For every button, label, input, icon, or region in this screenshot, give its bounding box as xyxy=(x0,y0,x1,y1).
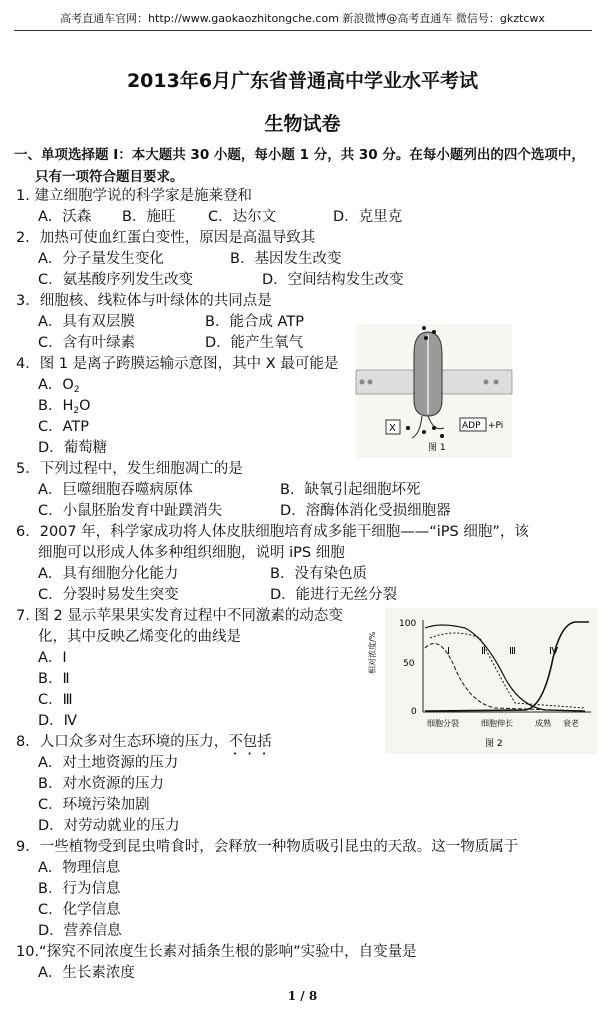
q3-option-c: C．含有叶绿素 xyxy=(38,335,136,351)
q9-option-d: D．营养信息 xyxy=(38,923,122,939)
q8-option-a: A．对土地资源的压力 xyxy=(38,755,179,771)
q7-stem-cont: 化，其中反映乙烯变化的曲线是 xyxy=(38,629,241,645)
page-header: 高考直通车官网：http://www.gaokaozhitongche.com 新浪微博@高考直通车 微信号：gkztcwx xyxy=(60,12,545,25)
q8-emphasis: 不包括 xyxy=(228,734,272,750)
q2-option-d: D．空间结构发生改变 xyxy=(262,272,404,288)
q5-stem: 5．下列过程中，发生细胞凋亡的是 xyxy=(16,461,243,477)
q9-option-b: B．行为信息 xyxy=(38,881,121,897)
q9-option-c: C．化学信息 xyxy=(38,902,121,918)
figure2-curve-label-3: Ⅲ xyxy=(509,646,516,657)
q6-option-b: B．没有染色质 xyxy=(270,566,367,582)
q4-option-b: B．$H_2O$ xyxy=(38,398,91,416)
q5-option-d: D．溶酶体消化受损细胞器 xyxy=(280,503,451,519)
figure1-label-adp: ADP xyxy=(462,421,481,431)
q5-option-a: A．巨噬细胞吞噬病原体 xyxy=(38,482,193,498)
figure2-curve-label-4: Ⅳ xyxy=(549,646,559,657)
figure2-stage-3: 成熟 xyxy=(535,719,551,728)
figure2-y-label: 相对浓度/% xyxy=(368,631,377,674)
q3-option-a: A．具有双层膜 xyxy=(38,314,135,330)
q8-option-b: B．对水资源的压力 xyxy=(38,776,164,792)
q4-option-c: C．ATP xyxy=(38,419,90,435)
figure2-curve-label-1: Ⅰ xyxy=(447,646,450,657)
q10-option-a: A．生长素浓度 xyxy=(38,965,135,981)
q1-option-b: B．施旺 xyxy=(122,209,176,225)
q9-option-a: A．物理信息 xyxy=(38,860,121,876)
q1-option-c: C．达尔文 xyxy=(208,209,277,225)
q8-option-d: D．对劳动就业的压力 xyxy=(38,818,180,834)
figure2-curve-label-2: Ⅱ xyxy=(481,646,486,657)
q3-stem: 3．细胞核、线粒体与叶绿体的共同点是 xyxy=(16,293,272,309)
figure1-caption: 图 1 xyxy=(428,443,446,453)
q9-stem: 9．一些植物受到昆虫啃食时，会释放一种物质吸引昆虫的天敌。这一物质属于 xyxy=(16,839,519,855)
q8-option-c: C．环境污染加剧 xyxy=(38,797,150,813)
q4-stem: 4．图 1 是离子跨膜运输示意图，其中 X 最可能是 xyxy=(16,356,339,372)
q6-option-d: D．能进行无丝分裂 xyxy=(270,587,398,603)
figure-2-hormone-curves xyxy=(368,608,597,754)
q3-option-b: B．能合成 ATP xyxy=(205,314,304,330)
figure2-curve-3 xyxy=(430,633,585,708)
q2-option-b: B．基因发生改变 xyxy=(230,251,342,267)
q2-option-c: C．氨基酸序列发生改变 xyxy=(38,272,194,288)
figure2-stage-2: 细胞伸长 xyxy=(481,719,513,728)
figure2-curve-1 xyxy=(425,625,585,711)
figure2-caption: 图 2 xyxy=(485,739,503,749)
figure2-curve-4 xyxy=(425,622,589,711)
figure-1-ion-transport xyxy=(356,324,512,458)
q10-stem: 10.“探究不同浓度生长素对插条生根的影响”实验中，自变量是 xyxy=(16,944,417,960)
q4-option-a: A．$O_2$ xyxy=(38,377,80,395)
q2-stem: 2．加热可使血红蛋白变性，原因是高温导致其 xyxy=(16,230,316,246)
figure2-ytick-50: 50 xyxy=(403,659,415,669)
q6-stem-cont: 细胞可以形成人体多种组织细胞，说明 iPS 细胞 xyxy=(38,545,345,561)
section-instruction-1: 一、单项选择题 I：本大题共 30 小题，每小题 1 分，共 30 分。在每小题列出的四个选项中， xyxy=(14,147,585,163)
header-divider xyxy=(14,30,592,31)
q1-option-d: D．克里克 xyxy=(333,209,403,225)
q4-option-d: D．葡萄糖 xyxy=(38,440,108,456)
exam-subtitle: 生物试卷 xyxy=(264,113,341,135)
q7-option-d: D．Ⅳ xyxy=(38,713,78,729)
q3-option-d: D．能产生氧气 xyxy=(205,335,304,351)
q6-option-a: A．具有细胞分化能力 xyxy=(38,566,179,582)
figure1-label-x: X xyxy=(389,423,396,434)
q7-option-a: A．Ⅰ xyxy=(38,650,67,666)
figure2-stage-4: 衰老 xyxy=(563,719,579,728)
q6-option-c: C．分裂时易发生突变 xyxy=(38,587,179,603)
exam-title: 2013年6月广东省普通高中学业水平考试 xyxy=(126,70,479,92)
figure1-label-pi: +Pi xyxy=(488,421,504,431)
page-number: 1 / 8 xyxy=(287,989,318,1003)
q5-option-b: B．缺氧引起细胞坏死 xyxy=(280,482,421,498)
figure2-stage-1: 细胞分裂 xyxy=(427,719,459,728)
q8-stem: 8．人口众多对生态环境的压力，不包括 xyxy=(16,734,272,750)
section-instruction-2: 只有一项符合题目要求。 xyxy=(35,169,184,185)
q7-stem: 7. 图 2 显示苹果果实发育过程中不同激素的动态变 xyxy=(16,608,343,624)
q1-stem: 1. 建立细胞学说的科学家是施莱登和 xyxy=(16,188,252,204)
q5-option-c: C．小鼠胚胎发育中趾蹼消失 xyxy=(38,503,223,519)
q1-option-a: A．沃森 xyxy=(38,209,92,225)
figure2-ytick-100: 100 xyxy=(399,619,417,629)
figure2-ytick-0: 0 xyxy=(411,707,417,717)
q7-option-b: B．Ⅱ xyxy=(38,671,70,687)
q2-option-a: A．分子量发生变化 xyxy=(38,251,164,267)
q6-stem: 6．2007 年，科学家成功将人体皮肤细胞培育成多能干细胞——“iPS 细胞”，该 xyxy=(16,524,529,540)
q7-option-c: C．Ⅲ xyxy=(38,692,73,708)
